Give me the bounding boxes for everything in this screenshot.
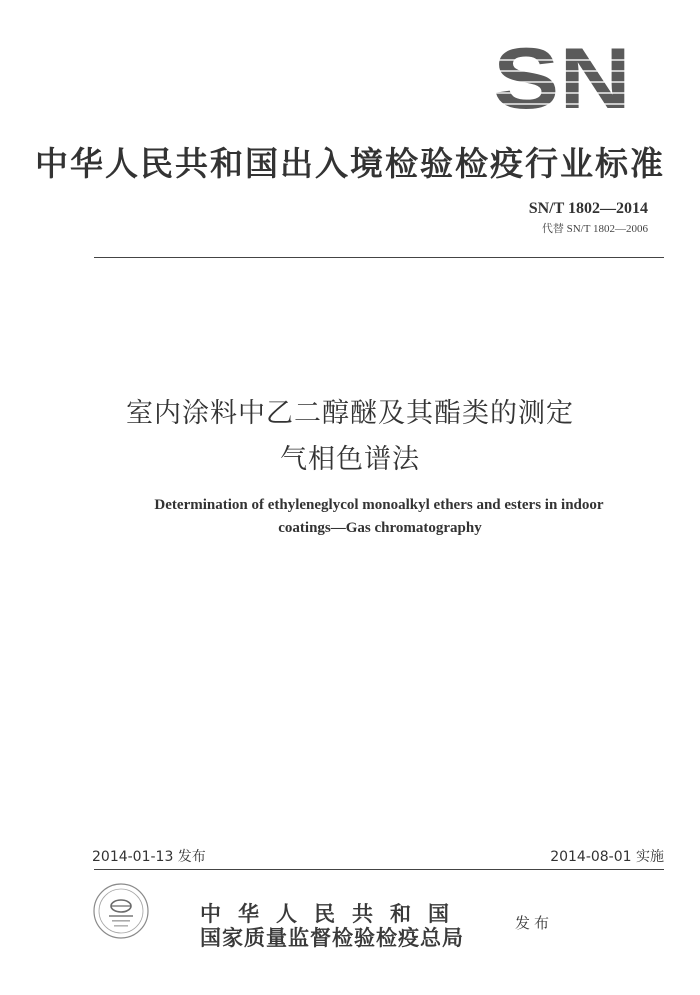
header-divider — [94, 257, 664, 258]
document-title-cn-line1: 室内涂料中乙二醇醚及其酯类的测定 — [126, 398, 574, 429]
document-title-en-line2: coatings—Gas chromatography — [278, 520, 482, 536]
document-title-en-line1: Determination of ethyleneglycol monoalkyl ethers and esters in indoor — [154, 497, 604, 513]
issue-date: 2014-01-13 发布 — [92, 849, 206, 865]
sn-logo-text: SN — [493, 44, 631, 116]
official-seal-icon — [92, 882, 150, 940]
publish-label: 发布 — [515, 914, 554, 932]
replaces-standard: 代替 SN/T 1802—2006 — [541, 223, 648, 235]
issuing-authority-line1: 中华人民共和国 — [200, 901, 466, 926]
issuing-authority-line2: 国家质量监督检验检疫总局 — [200, 925, 464, 950]
footer-divider — [94, 869, 664, 870]
standard-code: SN/T 1802—2014 — [528, 200, 648, 217]
standard-category-title: 中华人民共和国出入境检验检疫行业标准 — [35, 144, 665, 183]
implementation-date: 2014-08-01 实施 — [550, 849, 664, 865]
sn-logo — [492, 44, 632, 116]
sn-logo-graphic — [492, 44, 632, 116]
document-title-cn-line2: 气相色谱法 — [280, 444, 420, 475]
